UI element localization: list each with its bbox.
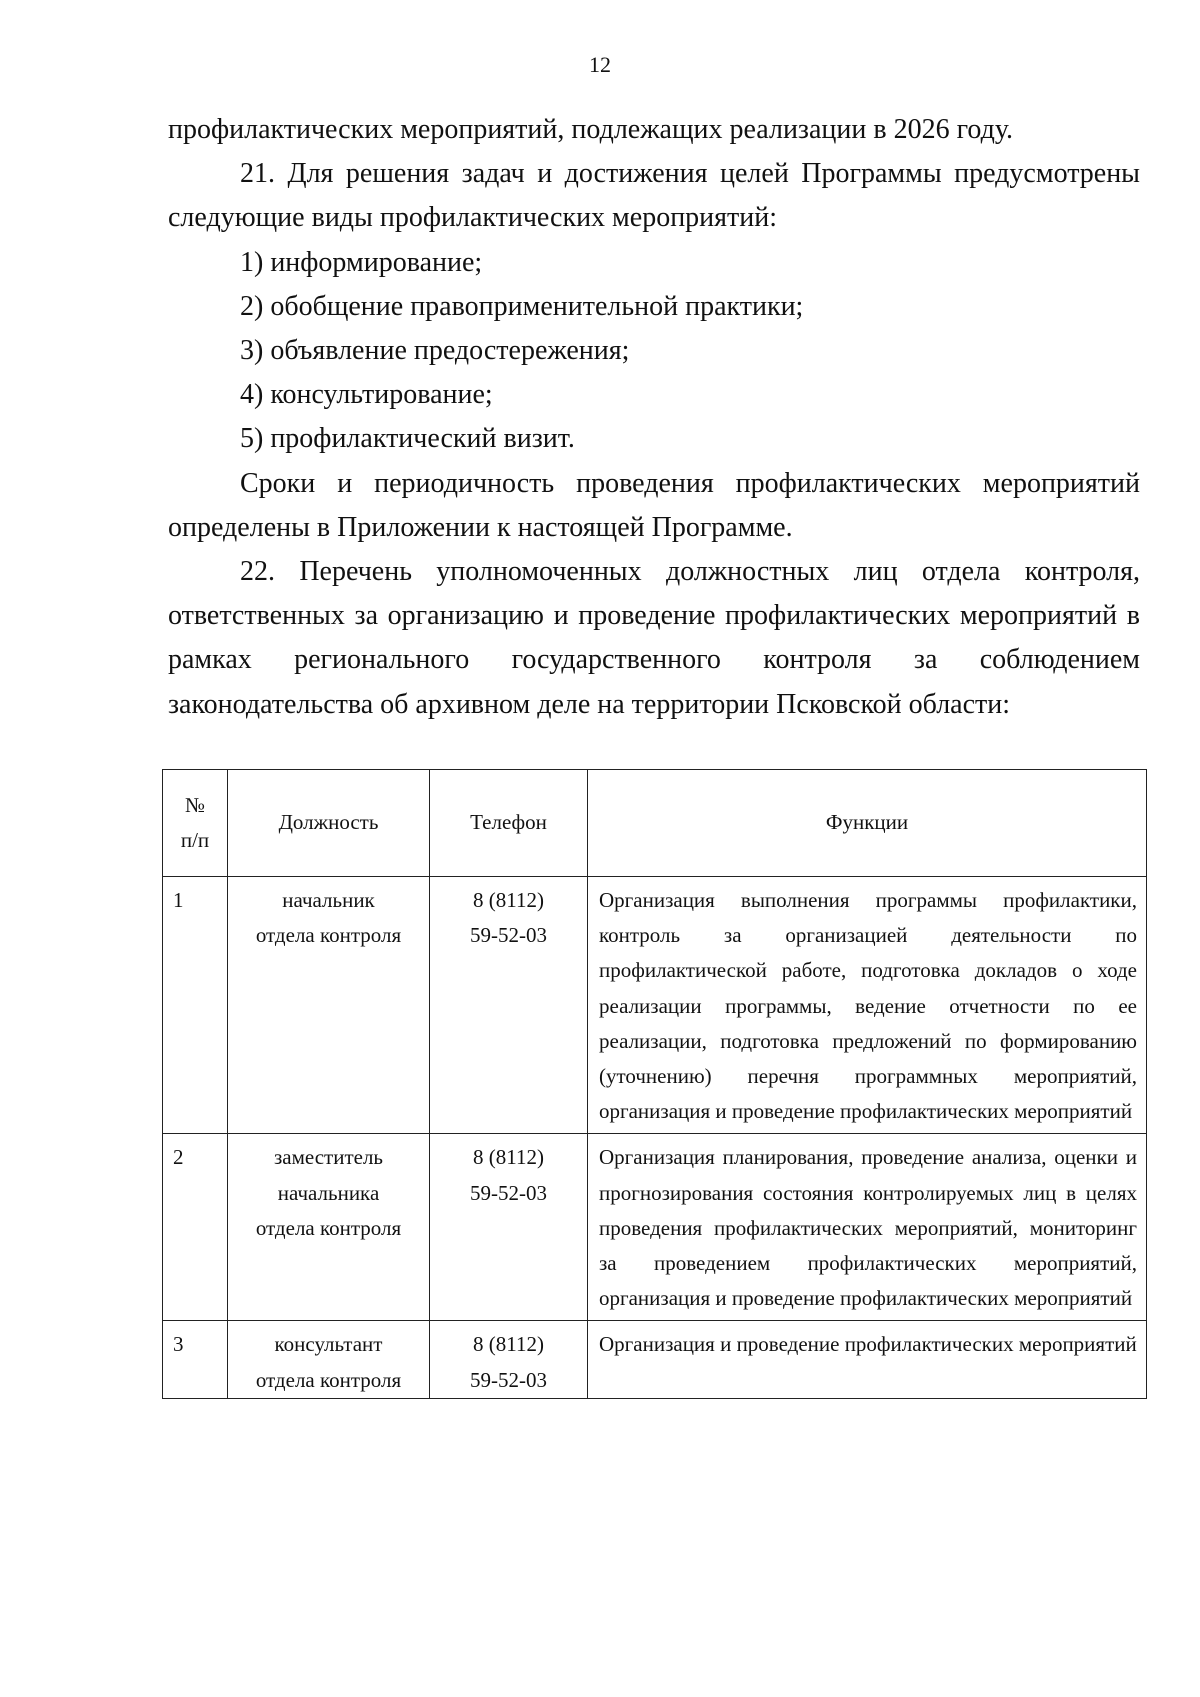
list-item: 2) обобщение правоприменительной практики; — [240, 290, 804, 322]
row-functions: Организация планирования, проведение анализа, оценки и прогнозирования состояния контролируемых лиц в целях проведения профилактических мероприятий, мониторинг за проведением профилактических мероприятий, организация и проведение профилактических мероприятий — [588, 1134, 1147, 1321]
officials-table — [162, 769, 1147, 1399]
paragraph-terms: Сроки и периодичность проведения профилактических мероприятий определены в Приложении к настоящей Программе. — [168, 467, 1140, 543]
row-functions: Организация и проведение профилактических мероприятий — [588, 1321, 1147, 1398]
list-item: 5) профилактический визит. — [240, 423, 575, 455]
header-phone: Телефон — [430, 770, 588, 877]
list-item: 1) информирование; — [240, 246, 483, 278]
page-number: 12 — [589, 52, 611, 77]
phone-line: 59-52-03 — [470, 1367, 547, 1392]
table-row — [163, 1134, 1147, 1321]
header-number-abbrev: п/п — [180, 828, 210, 852]
phone-line: 8 (8112) — [473, 1145, 544, 1170]
document-body — [168, 108, 1140, 727]
row-position — [228, 1321, 430, 1398]
header-number-symbol: № — [184, 792, 206, 817]
header-functions: Функции — [588, 770, 1147, 877]
intro-line: профилактических мероприятий, подлежащих реализации в 2026 году. — [168, 114, 1014, 145]
paragraph-21: 21. Для решения задач и достижения целей Программы предусмотрены следующие виды профилактических мероприятий: — [168, 158, 1140, 234]
list-item: 3) объявление предостережения; — [240, 335, 630, 367]
row-number: 2 — [163, 1134, 228, 1321]
header-position: Должность — [228, 770, 430, 877]
row-position — [228, 877, 430, 1134]
row-functions: Организация выполнения программы профилактики, контроль за организацией деятельности по профилактической работе, подготовка докладов о ходе реализации программы, ведение отчетности по ее реализации, подготовка предложений по формированию (уточнению) перечня программных мероприятий, организация и проведение профилактических мероприятий — [588, 877, 1147, 1134]
phone-line: 59-52-03 — [470, 1180, 547, 1205]
position-line: начальник — [282, 888, 375, 912]
row-position — [228, 1134, 430, 1321]
table-row — [163, 1321, 1147, 1398]
list-item: 4) консультирование; — [240, 379, 493, 411]
row-number: 3 — [163, 1321, 228, 1398]
phone-line: 8 (8112) — [473, 888, 544, 912]
position-line: начальника — [277, 1180, 380, 1205]
position-line: отдела контроля — [255, 923, 402, 948]
table-header-row — [163, 770, 1147, 877]
row-phone — [430, 1321, 588, 1398]
position-line: консультант — [274, 1332, 383, 1357]
position-line: отдела контроля — [255, 1215, 402, 1240]
row-phone — [430, 1134, 588, 1321]
position-line: заместитель — [273, 1145, 384, 1170]
paragraph-22: 22. Перечень уполномоченных должностных лиц отдела контроля, ответственных за организацию и проведение профилактических мероприятий в рамках регионального государственного контроля за соблюдением законодательства об архивном деле на территории Псковской области: — [168, 556, 1140, 720]
position-line: отдела контроля — [255, 1367, 402, 1392]
table-row — [163, 877, 1147, 1134]
phone-line: 8 (8112) — [473, 1332, 544, 1357]
row-phone — [430, 877, 588, 1134]
header-number — [163, 770, 228, 877]
phone-line: 59-52-03 — [470, 923, 547, 948]
row-number: 1 — [163, 877, 228, 1134]
